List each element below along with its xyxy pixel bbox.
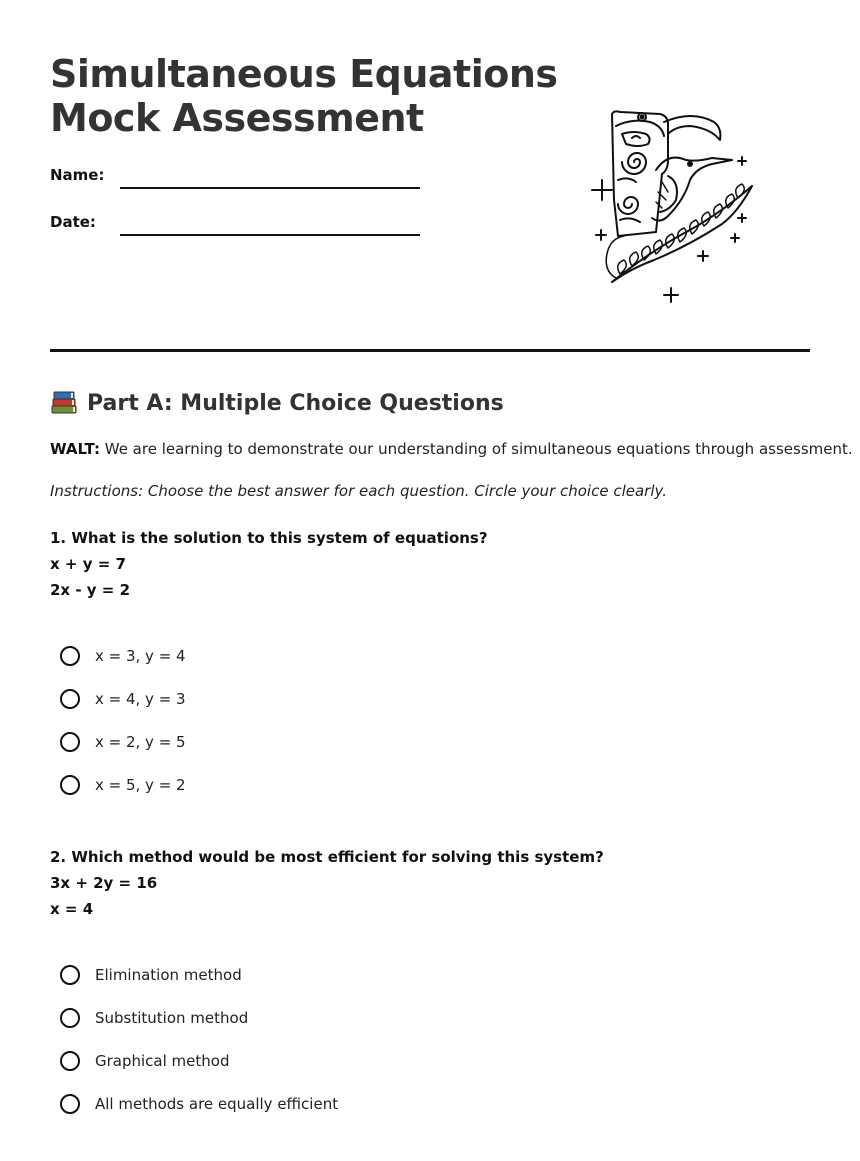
equation-line: 2x - y = 2 [50,581,131,599]
answer-option[interactable] [60,643,186,669]
option-label: Substitution method [95,1009,249,1027]
part-a-heading-text: Part A: Multiple Choice Questions [87,390,504,416]
walt-label: WALT: [50,440,100,458]
option-label: x = 2, y = 5 [95,733,186,751]
title-line-1: Simultaneous Equations [50,52,558,96]
name-field[interactable] [120,187,420,189]
answer-option[interactable] [60,1091,338,1117]
page-title [50,52,558,140]
radio-circle-icon[interactable] [60,1094,80,1114]
radio-circle-icon[interactable] [60,732,80,752]
option-label: Graphical method [95,1052,230,1070]
equation-line: x = 4 [50,900,94,918]
answer-option[interactable] [60,1005,248,1031]
option-label: x = 5, y = 2 [95,776,186,794]
option-label: Elimination method [95,966,242,984]
name-label: Name: [50,166,105,184]
part-a-heading [50,390,504,416]
date-label: Date: [50,213,96,231]
radio-circle-icon[interactable] [60,775,80,795]
answer-option[interactable] [60,686,186,712]
radio-circle-icon[interactable] [60,965,80,985]
question-prompt: 1. What is the solution to this system of equations? [50,529,488,547]
radio-circle-icon[interactable] [60,646,80,666]
bird-fern-illustration-icon [572,100,762,310]
answer-option[interactable] [60,729,186,755]
equation-line: 3x + 2y = 16 [50,874,158,892]
question-1 [50,525,810,794]
equation-line: x + y = 7 [50,555,126,573]
answer-option[interactable] [60,1048,229,1074]
answer-option[interactable] [60,772,186,798]
radio-circle-icon[interactable] [60,1008,80,1028]
instructions-text: Instructions: Choose the best answer for each question. Circle your choice clearly. [50,482,667,500]
option-label: All methods are equally efficient [95,1095,339,1113]
option-label: x = 3, y = 4 [95,647,186,665]
radio-circle-icon[interactable] [60,689,80,709]
section-divider [50,349,810,352]
question-2 [50,844,810,1113]
answer-option[interactable] [60,962,242,988]
question-prompt: 2. Which method would be most efficient for solving this system? [50,848,604,866]
walt-text: We are learning to demonstrate our understanding of simultaneous equations through assessment. [99,440,853,458]
walt-statement [50,440,853,458]
option-label: x = 4, y = 3 [95,690,186,708]
date-field[interactable] [120,234,420,236]
radio-circle-icon[interactable] [60,1051,80,1071]
title-line-2: Mock Assessment [50,96,424,140]
books-icon [50,390,78,416]
